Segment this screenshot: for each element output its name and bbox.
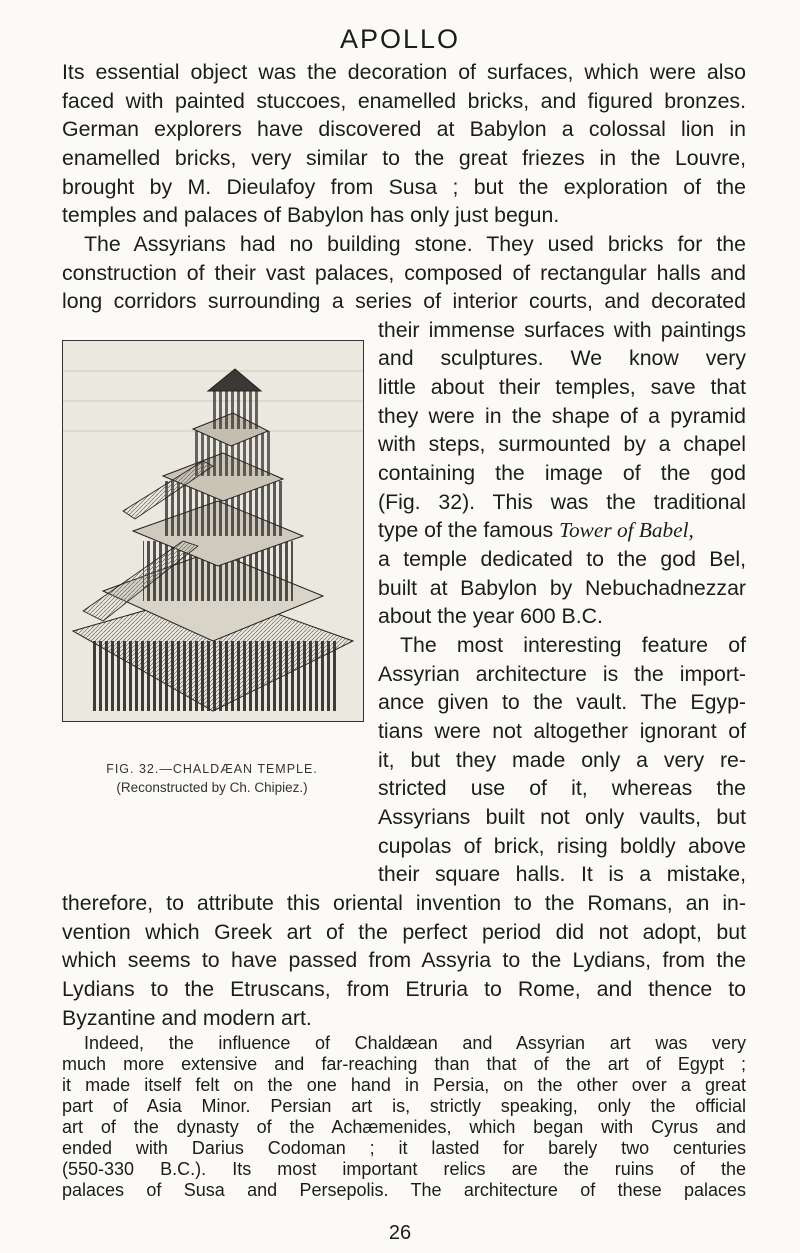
- text-line: part of Asia Minor. Persian art is, strictly speaking, only the official: [62, 1096, 746, 1116]
- text-line: long corridors surrounding a series of interior courts, and decorated: [62, 289, 746, 314]
- figure-caption-credit: (Reconstructed by Ch. Chipiez.): [116, 780, 308, 795]
- chaldaean-temple-illustration: [62, 340, 364, 722]
- text-line: ended with Darius Codoman ; it lasted for barely two centuries: [62, 1138, 746, 1158]
- era-abbreviation: B.C.: [160, 1159, 196, 1179]
- text-line: little about their temples, save that: [378, 375, 746, 399]
- text-line: cupolas of brick, rising boldly above: [378, 834, 746, 858]
- text-fragment: ). Its most important relics are the ruins of the: [195, 1159, 746, 1179]
- text-line: containing the image of the god: [378, 461, 746, 485]
- text-line: Assyrians built not only vaults, but: [378, 805, 746, 829]
- text-line: vention which Greek art of the perfect period did not adopt, but: [62, 919, 746, 944]
- text-line: enamelled bricks, very similar to the great friezes in the Louvre,: [62, 146, 746, 171]
- text-line: built at Babylon by Nebuchadnezzar: [378, 576, 746, 600]
- text-line: Lydians to the Etruscans, from Etruria to Rome, and thence to: [62, 977, 746, 1002]
- text-line: it made itself felt on the one hand in Persia, on the other over a great: [62, 1075, 746, 1095]
- page-number: 26: [388, 1222, 412, 1244]
- text-fragment: type of the famous: [378, 518, 554, 542]
- text-line: The most interesting feature of: [400, 633, 746, 657]
- text-line: (Fig. 32). This was the traditional: [378, 490, 746, 514]
- figure-caption-title: FIG. 32.—CHALDÆAN TEMPLE.: [106, 762, 318, 776]
- era-abbreviation: B.C.: [561, 604, 603, 628]
- text-line: Assyrian architecture is the import-: [378, 662, 746, 686]
- text-line: it, but they made only a very re-: [378, 748, 746, 772]
- text-line: [378, 602, 746, 631]
- running-head: APOLLO: [339, 24, 461, 54]
- text-line: [378, 516, 746, 545]
- text-line: stricted use of it, whereas the: [378, 776, 746, 800]
- paragraph-3: [62, 889, 746, 1032]
- paragraph-2: [62, 230, 746, 316]
- text-line: which seems to have passed from Assyria to the Lydians, from the: [62, 948, 746, 973]
- text-line: and sculptures. We know very: [378, 346, 746, 370]
- text-fragment: (550-330: [62, 1159, 161, 1179]
- ziggurat-drawing: [63, 341, 363, 721]
- text-line: The Assyrians had no building stone. They used bricks for the: [84, 232, 746, 256]
- text-line: tians were not altogether ignorant of: [378, 719, 746, 743]
- text-fragment: about the year 600: [378, 604, 556, 628]
- text-line: their immense surfaces with paintings: [378, 318, 746, 342]
- text-line: they were in the shape of a pyramid: [378, 404, 746, 428]
- text-line: German explorers have discovered at Babylon a colossal lion in: [62, 117, 746, 142]
- text-line: temples and palaces of Babylon has only just begun.: [62, 203, 560, 228]
- text-line: faced with painted stuccoes, enamelled bricks, and figured bronzes.: [62, 88, 746, 113]
- text-line: palaces of Susa and Persepolis. The architecture of these palaces: [62, 1180, 746, 1200]
- text-line: Byzantine and modern art.: [62, 1005, 312, 1030]
- text-line: a temple dedicated to the god Bel,: [378, 547, 746, 571]
- text-line: [62, 1159, 746, 1180]
- text-line: therefore, to attribute this oriental invention to the Romans, an in-: [62, 891, 746, 915]
- paragraph-4: [62, 1033, 746, 1201]
- text-line: brought by M. Dieulafoy from Susa ; but the exploration of the: [62, 174, 746, 199]
- text-line: much more extensive and far-reaching than that of the art of Egypt ;: [62, 1054, 746, 1074]
- tower-of-babel: Tower of Babel,: [559, 518, 694, 542]
- text-line: art of the dynasty of the Achæmenides, which began with Cyrus and: [62, 1117, 746, 1137]
- text-line: ance given to the vault. The Egyp-: [378, 690, 746, 714]
- text-line: their square halls. It is a mistake,: [378, 862, 746, 886]
- paragraph-1: [62, 58, 746, 230]
- text-line: Indeed, the influence of Chaldæan and Assyrian art was very: [84, 1033, 746, 1053]
- text-line: construction of their vast palaces, composed of rectangular halls and: [62, 260, 746, 285]
- text-line: with steps, surmounted by a chapel: [378, 432, 746, 456]
- text-line: Its essential object was the decoration of surfaces, which were also: [62, 60, 746, 84]
